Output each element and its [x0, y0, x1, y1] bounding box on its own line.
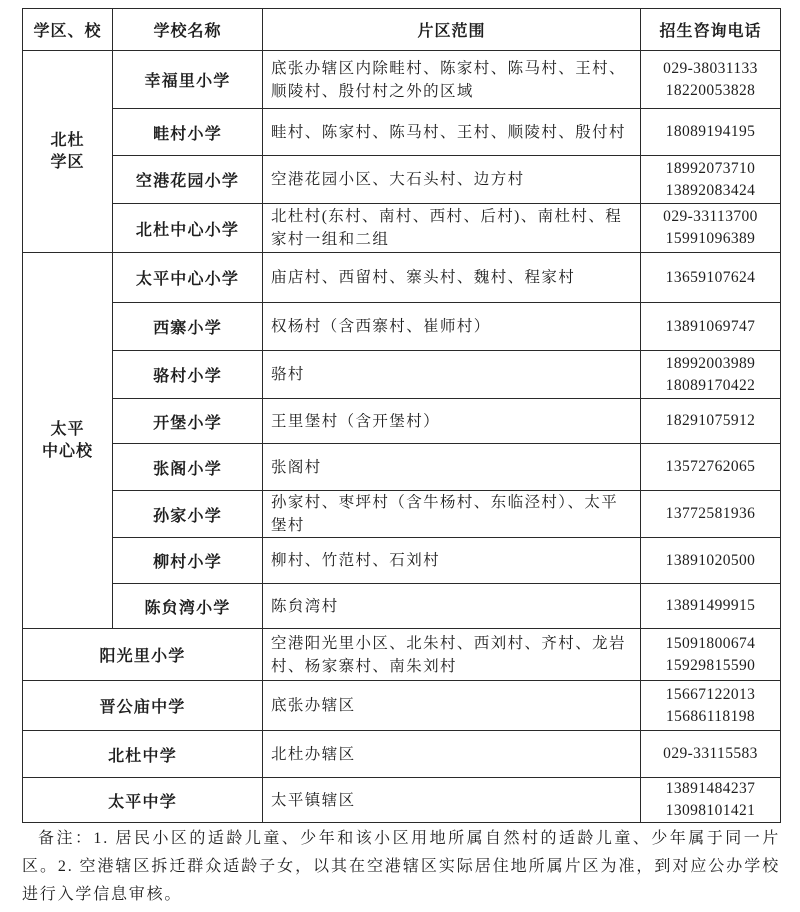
catchment-area: 畦村、陈家村、陈马村、王村、顺陵村、殷付村: [263, 109, 641, 156]
footnote: 备注：1. 居民小区的适龄儿童、少年和该小区用地所属自然村的适龄儿童、少年属于同一片区。2. 空港辖区拆迁群众适龄子女，以其在空港辖区实际居住地所属片区为准，到对应公办学校进行入学信息审核。: [22, 830, 780, 903]
phone-number: 18291075912: [665, 412, 756, 429]
phone-cell: [641, 444, 781, 491]
enrollment-zone-table: [22, 8, 781, 823]
table-row: [23, 681, 781, 731]
phone-number: 13891069747: [665, 317, 756, 335]
school-name: 阳光里小学: [23, 629, 263, 681]
phone-number: 13891020500: [665, 551, 756, 569]
school-name: 陈贠湾小学: [113, 584, 263, 629]
school-name: 空港花园小学: [113, 156, 263, 204]
phone-number: 18992073710: [665, 159, 756, 177]
school-name: 幸福里小学: [113, 51, 263, 109]
catchment-area: 太平镇辖区: [263, 778, 641, 823]
district-group-cell: [23, 51, 113, 253]
header-district: 学区、校: [23, 9, 113, 51]
school-name: 开堡小学: [113, 399, 263, 444]
phone-number: 029-33115583: [663, 745, 758, 762]
phone-cell: [641, 629, 781, 681]
phone-number: 15686118198: [665, 707, 756, 725]
school-name: 北杜中心小学: [113, 204, 263, 253]
phone-number: 18992003989: [665, 354, 756, 372]
phone-number: 13659107624: [665, 268, 756, 286]
catchment-area: 权杨村（含西寨村、崔师村）: [263, 303, 641, 351]
school-name: 太平中心小学: [113, 253, 263, 303]
catchment-area: 庙店村、西留村、寨头村、魏村、程家村: [263, 253, 641, 303]
catchment-area: 空港花园小区、大石头村、边方村: [263, 156, 641, 204]
school-name: 西寨小学: [113, 303, 263, 351]
table-header-row: [23, 9, 781, 51]
table-row: [23, 629, 781, 681]
table-row: [23, 303, 781, 351]
table-row: [23, 399, 781, 444]
table-row: [23, 351, 781, 399]
phone-cell: [641, 351, 781, 399]
catchment-area: 王里堡村（含开堡村）: [263, 399, 641, 444]
table-row: [23, 156, 781, 204]
catchment-area: 张阁村: [263, 444, 641, 491]
catchment-area: 底张办辖区内除畦村、陈家村、陈马村、王村、顺陵村、殷付村之外的区域: [263, 51, 641, 109]
phone-cell: [641, 156, 781, 204]
table-row: [23, 538, 781, 584]
phone-number: 029-33113700: [663, 208, 758, 225]
phone-number: 13891499915: [665, 597, 756, 614]
header-range: 片区范围: [263, 9, 641, 51]
table-row: [23, 253, 781, 303]
phone-number: 13772581936: [665, 505, 756, 522]
phone-number: 15667122013: [665, 685, 756, 703]
table-row: [23, 51, 781, 109]
phone-number: 15929815590: [665, 656, 756, 674]
header-phone: 招生咨询电话: [641, 9, 781, 51]
phone-cell: [641, 681, 781, 731]
phone-cell: [641, 204, 781, 253]
catchment-area: 北杜办辖区: [263, 731, 641, 778]
table-row: [23, 491, 781, 538]
district-group-label-line: 北杜: [50, 131, 85, 149]
school-name: 畦村小学: [113, 109, 263, 156]
table-row: [23, 444, 781, 491]
phone-cell: [641, 778, 781, 823]
school-name: 孙家小学: [113, 491, 263, 538]
table-row: [23, 731, 781, 778]
catchment-area: 陈贠湾村: [263, 584, 641, 629]
phone-number: 18089170422: [665, 376, 756, 394]
catchment-area: 底张办辖区: [263, 681, 641, 731]
phone-cell: [641, 584, 781, 629]
table-row: [23, 584, 781, 629]
phone-cell: [641, 303, 781, 351]
phone-cell: [641, 51, 781, 109]
phone-number: 18089194195: [665, 123, 756, 140]
school-name: 太平中学: [23, 778, 263, 823]
phone-number: 15991096389: [665, 230, 756, 247]
district-group-label-line: 中心校: [41, 442, 93, 460]
catchment-area: 北杜村(东村、南村、西村、后村)、南杜村、程家村一组和二组: [263, 204, 641, 253]
catchment-area: 孙家村、枣坪村（含牛杨村、东临泾村）、太平堡村: [263, 491, 641, 538]
catchment-area: 骆村: [263, 351, 641, 399]
phone-number: 13572762065: [665, 458, 756, 475]
district-group-cell: [23, 253, 113, 629]
school-name: 骆村小学: [113, 351, 263, 399]
phone-number: 13892083424: [665, 181, 756, 199]
phone-cell: [641, 538, 781, 584]
table-row: [23, 204, 781, 253]
phone-number: 13891484237: [665, 780, 756, 797]
phone-cell: [641, 491, 781, 538]
phone-cell: [641, 399, 781, 444]
phone-cell: [641, 109, 781, 156]
header-school: 学校名称: [113, 9, 263, 51]
phone-cell: [641, 253, 781, 303]
phone-number: 15091800674: [665, 634, 756, 652]
phone-number: 029-38031133: [663, 59, 758, 77]
district-group-label-line: 学区: [50, 153, 85, 171]
catchment-area: 空港阳光里小区、北朱村、西刘村、齐村、龙岩村、杨家寨村、南朱刘村: [263, 629, 641, 681]
school-name: 柳村小学: [113, 538, 263, 584]
school-name: 晋公庙中学: [23, 681, 263, 731]
table-row: [23, 778, 781, 823]
catchment-area: 柳村、竹范村、石刘村: [263, 538, 641, 584]
phone-number: 18220053828: [665, 81, 756, 99]
school-name: 张阁小学: [113, 444, 263, 491]
phone-number: 13098101421: [665, 802, 756, 819]
school-name: 北杜中学: [23, 731, 263, 778]
phone-cell: [641, 731, 781, 778]
table-row: [23, 109, 781, 156]
district-group-label-line: 太平: [50, 420, 85, 438]
